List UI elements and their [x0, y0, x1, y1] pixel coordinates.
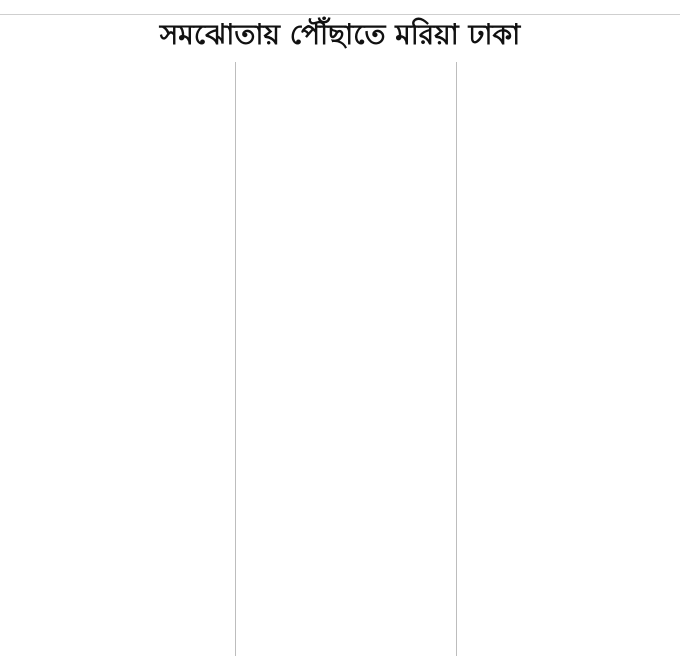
article-headline: সমঝোতায় পৌঁছাতে মরিয়া ঢাকা [159, 17, 521, 51]
article-column-2 [235, 62, 445, 656]
article-column-3 [456, 62, 666, 656]
article-columns [14, 62, 666, 656]
headline-box [160, 16, 520, 56]
article-column-1 [14, 62, 223, 656]
